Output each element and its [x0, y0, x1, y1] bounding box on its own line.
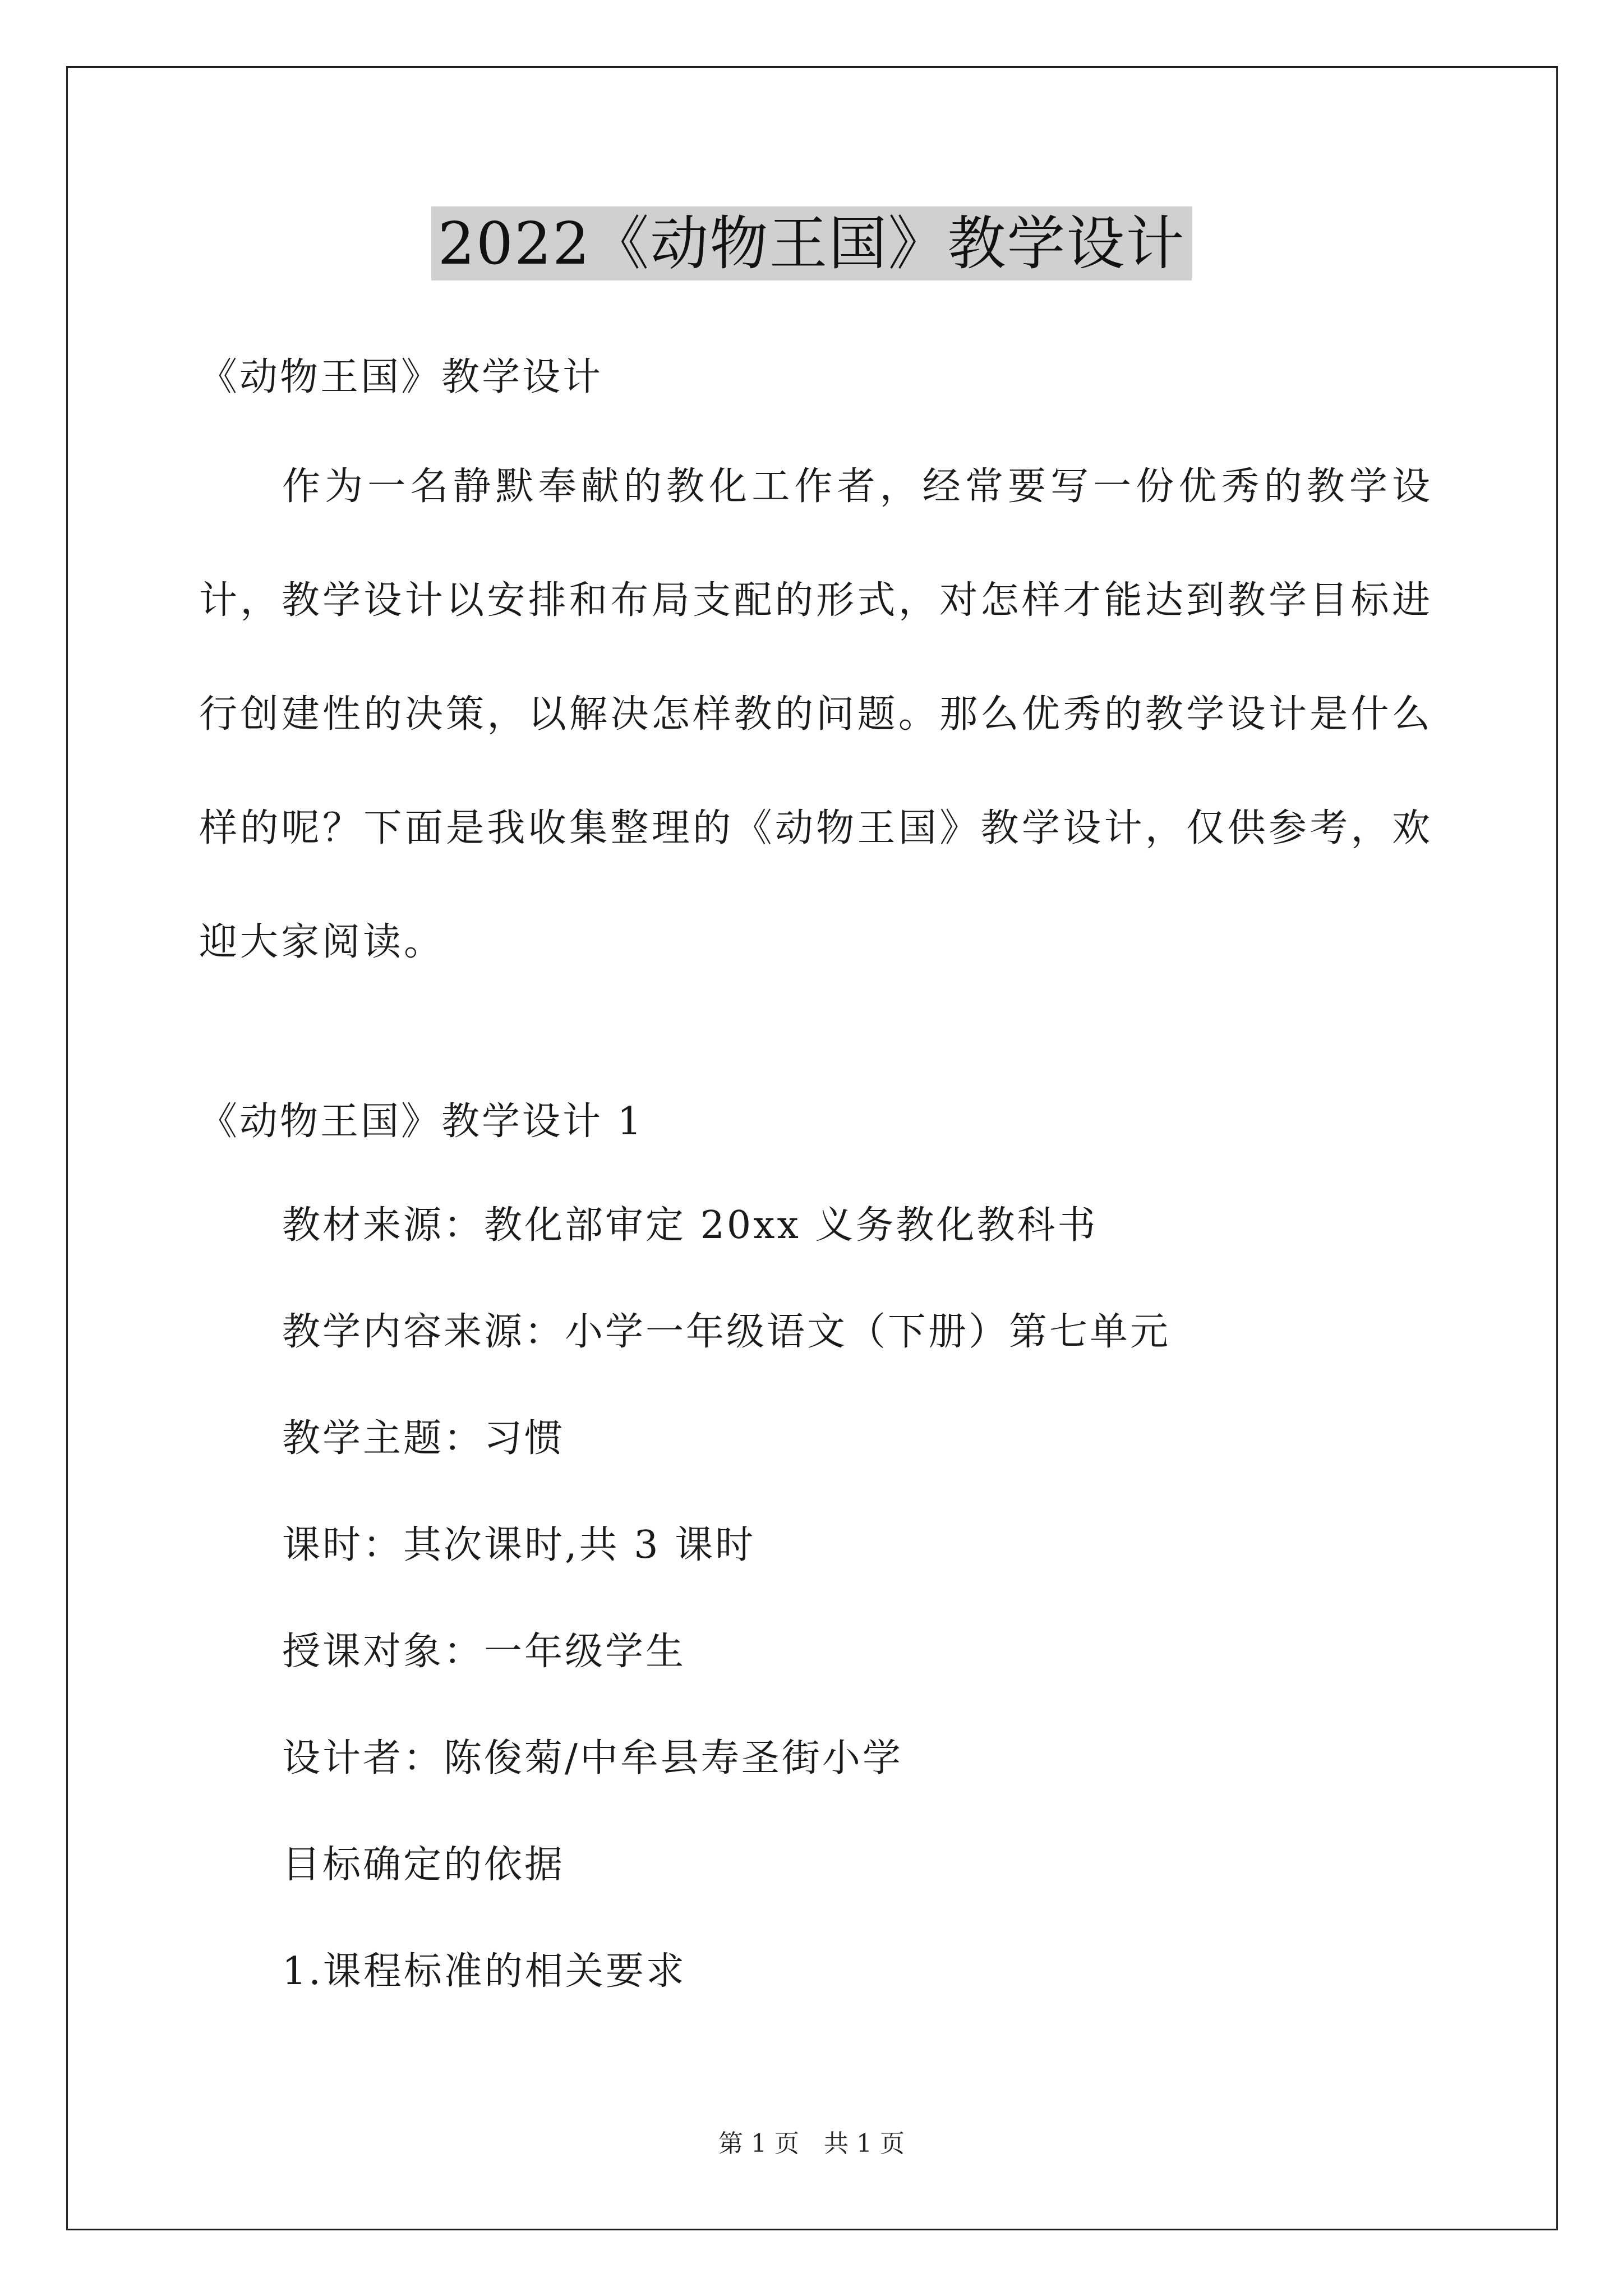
- document-subtitle: 《动物王国》教学设计: [199, 355, 603, 399]
- item-teaching-theme: 教学主题：习惯: [282, 1416, 565, 1461]
- item-designer: 设计者：陈俊菊/中牟县寿圣街小学: [282, 1736, 903, 1780]
- item-textbook-source: 教材来源：教化部审定 20xx 义务教化教科书: [282, 1203, 1098, 1248]
- page-number: 第 1 页: [718, 2129, 799, 2158]
- page-total: 共 1 页: [824, 2129, 905, 2158]
- item-goal-basis: 目标确定的依据: [282, 1843, 565, 1887]
- item-content-source: 教学内容来源：小学一年级语文（下册）第七单元: [282, 1310, 1171, 1354]
- page-footer: [0, 2127, 1623, 2161]
- document-title: 2022《动物王国》教学设计: [431, 206, 1192, 280]
- item-class-hours: 课时：其次课时,共 3 课时: [282, 1523, 756, 1567]
- intro-paragraph: 作为一名静默奉献的教化工作者，经常要写一份优秀的教学设计，教学设计以安排和布局支配的形式，对怎样才能达到教学目标进行创建性的决策，以解决怎样教的问题。那么优秀的教学设计是什么样的呢？下面是我收集整理的《动物王国》教学设计，仅供参考，欢迎大家阅读。: [199, 464, 1433, 964]
- section-heading: 《动物王国》教学设计 1: [199, 1099, 644, 1144]
- item-curriculum-standard: 1.课程标准的相关要求: [282, 1949, 686, 1994]
- title-container: [0, 206, 1623, 280]
- item-audience: 授课对象：一年级学生: [282, 1630, 686, 1674]
